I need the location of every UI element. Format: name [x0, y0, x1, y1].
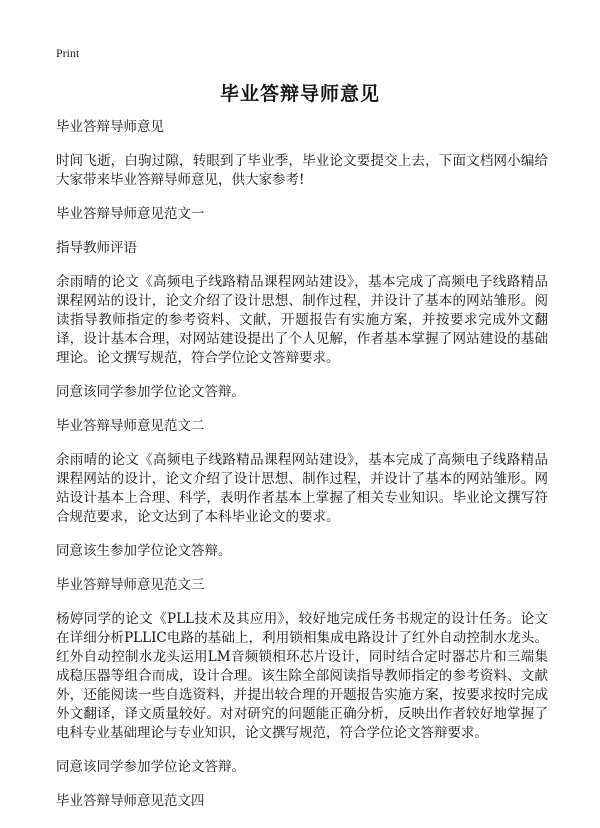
subsection-heading: 指导教师评语: [56, 240, 137, 256]
body-paragraph: 余雨晴的论文《高频电子线路精品课程网站建设》，基本完成了高频电子线路精品课程网站的设计，论文介绍了设计思想、制作过程，并设计了基本的网站雏形。阅读指导教师指定的参考资料、文献，开题报告有实施方案，并按要求完成外文翻译，设计基本合理，对网站建设提出了个人见解，作者基本掌握了网站建设的基础理论。论文撰写规范，符合学位论文答辩要求。: [56, 274, 548, 366]
body-paragraph: 同意该同学参加学位论文答辩。: [56, 384, 245, 400]
section-heading: 毕业答辩导师意见: [56, 119, 164, 135]
document-body: [56, 118, 548, 826]
section-heading: 毕业答辩导师意见范文四: [56, 793, 205, 809]
section-heading: 毕业答辩导师意见范文一: [56, 206, 205, 222]
body-paragraph: 余雨晴的论文《高频电子线路精品课程网站建设》，基本完成了高频电子线路精品课程网站的设计，论文介绍了设计思想、制作过程，并设计了基本的网站雏形。网站设计基本上合理、科学，表明作者基本上掌握了相关专业知识。毕业论文撰写符合规范要求，论文达到了本科毕业论文的要求。: [56, 452, 548, 525]
section-heading: 毕业答辩导师意见范文三: [56, 577, 205, 593]
page-title: 毕业答辩导师意见: [219, 83, 380, 105]
intro-paragraph: 时间飞逝，白驹过隙，转眼到了毕业季，毕业论文要提交上去，下面文档网小编给大家带来毕业答辩导师意见，供大家参考!: [56, 153, 548, 188]
body-paragraph: 同意该生参加学位论文答辩。: [56, 543, 232, 559]
body-paragraph: 杨婷同学的论文《PLL技术及其应用》，较好地完成任务书规定的设计任务。论文在详细分析PLLIC电路的基础上，利用锁相集成电路设计了红外自动控制水龙头。红外自动控制水龙头运用LM音频锁相环芯片设计，同时结合定时器芯片和三端集成稳压器等组合而成，设计合理。该生除全部阅读指导教师指定的参考资料、文献外，还能阅读一些自选资料，并提出较合理的开题报告实施方案，按要求按时完成外文翻译，译文质量较好。对对研究的问题能正确分析，反映出作者较好地掌握了电科专业基础理论与专业知识，论文撰写规范，符合学位论文答辩要求。: [56, 611, 548, 741]
body-paragraph: 同意该同学参加学位论文答辩。: [56, 759, 245, 775]
section-heading: 毕业答辩导师意见范文二: [56, 418, 205, 434]
print-link[interactable]: Print: [56, 46, 80, 60]
